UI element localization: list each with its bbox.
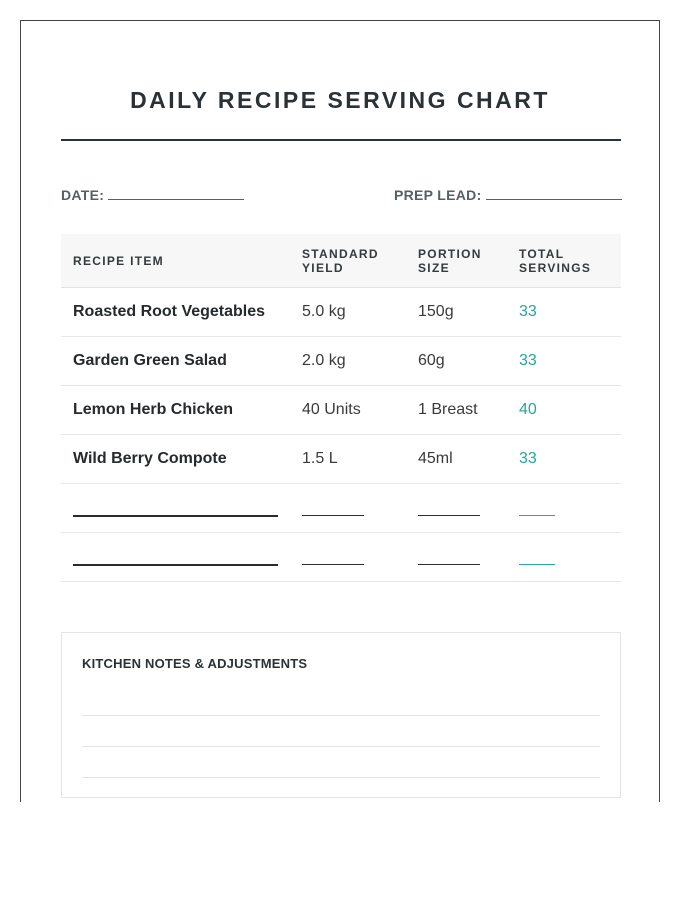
portion-size-cell: 45ml	[418, 450, 453, 467]
portion-size-cell: 60g	[418, 352, 445, 369]
table-row	[61, 337, 621, 386]
header-total-line2: SERVINGS	[519, 260, 592, 275]
standard-yield-cell: 5.0 kg	[302, 303, 346, 320]
blank-portion-line[interactable]	[418, 515, 480, 516]
table-header	[61, 234, 621, 288]
blank-table-row	[61, 533, 621, 582]
table-row	[61, 386, 621, 435]
header-portion-line2: SIZE	[418, 260, 450, 275]
recipe-sheet	[20, 20, 660, 802]
prep-lead-field	[394, 185, 622, 203]
note-line[interactable]	[82, 777, 600, 778]
blank-table-row	[61, 484, 621, 533]
recipe-item-cell: Wild Berry Compote	[73, 450, 227, 467]
table-row	[61, 435, 621, 484]
serving-table	[61, 234, 621, 582]
page-title: DAILY RECIPE SERVING CHART	[130, 87, 550, 113]
date-label: DATE:	[61, 187, 105, 203]
date-blank[interactable]	[108, 185, 244, 200]
total-servings-cell: 33	[519, 352, 537, 369]
recipe-item-cell: Garden Green Salad	[73, 352, 227, 369]
header-total-line1: TOTAL	[519, 246, 565, 261]
recipe-item-cell: Roasted Root Vegetables	[73, 303, 266, 320]
title-divider	[61, 139, 621, 141]
blank-yield-line[interactable]	[302, 564, 364, 565]
note-line[interactable]	[82, 746, 600, 747]
table-row	[61, 288, 621, 337]
blank-yield-line[interactable]	[302, 515, 364, 516]
prep-lead-blank[interactable]	[486, 185, 622, 200]
total-servings-cell: 33	[519, 450, 537, 467]
standard-yield-cell: 2.0 kg	[302, 352, 346, 369]
standard-yield-cell: 1.5 L	[302, 450, 338, 467]
date-field	[61, 185, 244, 203]
header-portion-size	[418, 234, 513, 287]
recipe-item-cell: Lemon Herb Chicken	[73, 401, 234, 418]
blank-item-line[interactable]	[73, 564, 278, 566]
total-servings-cell: 40	[519, 401, 537, 418]
prep-lead-label: PREP LEAD:	[394, 187, 482, 203]
header-recipe-item-label: RECIPE ITEM	[73, 253, 164, 268]
blank-total-line[interactable]	[519, 515, 555, 516]
header-portion-line1: PORTION	[418, 246, 482, 261]
kitchen-notes-title: KITCHEN NOTES & ADJUSTMENTS	[82, 656, 308, 671]
portion-size-cell: 150g	[418, 303, 454, 320]
note-line[interactable]	[82, 715, 600, 716]
header-recipe-item	[73, 234, 293, 287]
total-servings-cell: 33	[519, 303, 537, 320]
header-total-servings	[519, 234, 614, 287]
kitchen-notes-box	[61, 632, 621, 798]
portion-size-cell: 1 Breast	[418, 401, 478, 418]
blank-item-line[interactable]	[73, 515, 278, 517]
standard-yield-cell: 40 Units	[302, 401, 361, 418]
blank-portion-line[interactable]	[418, 564, 480, 565]
header-yield-line1: STANDARD	[302, 246, 379, 261]
blank-total-line[interactable]	[519, 564, 555, 565]
header-standard-yield	[302, 234, 407, 287]
header-yield-line2: YIELD	[302, 260, 344, 275]
